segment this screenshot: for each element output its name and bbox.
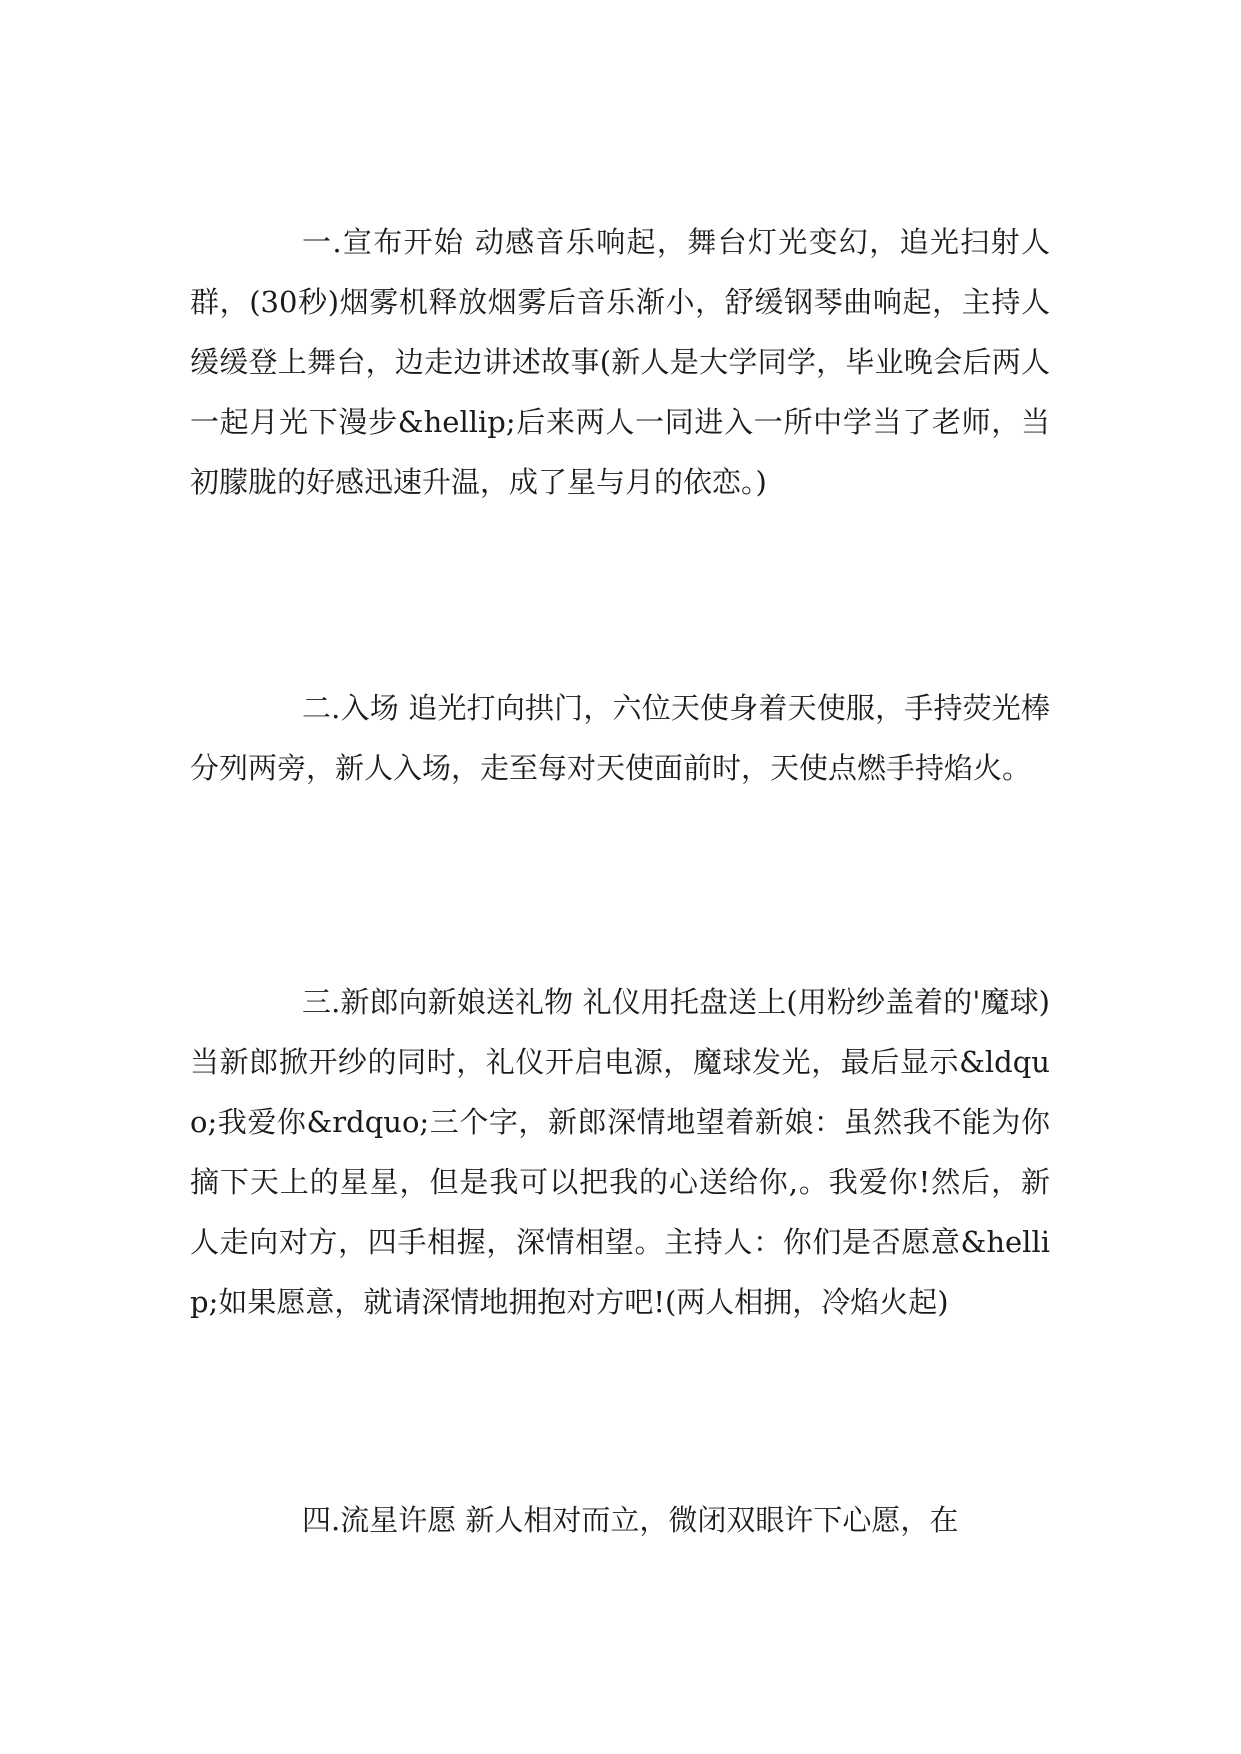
paragraph-meteor-wish: 四.流星许愿 新人相对而立，微闭双眼许下心愿，在 — [302, 1503, 959, 1537]
paragraph-entrance: 二.入场 追光打向拱门，六位天使身着天使服，手持荧光棒分列两旁，新人入场，走至每对天使面前时，天使点燃手持焰火。 — [190, 691, 1050, 785]
paragraph-announce-start: 一.宣布开始 动感音乐响起，舞台灯光变幻，追光扫射人群，(30秒)烟雾机释放烟雾后音乐渐小，舒缓钢琴曲响起，主持人缓缓登上舞台，边走边讲述故事(新人是大学同学，毕业晚会后两人一起月光下漫步&hellip;后来两人一同进入一所中学当了老师，当初朦胧的好感迅速升温，成了星与月的依恋。) — [190, 225, 1050, 499]
paragraph-gift: 三.新郎向新娘送礼物 礼仪用托盘送上(用粉纱盖着的'魔球)当新郎掀开纱的同时，礼仪开启电源，魔球发光，最后显示&ldquo;我爱你&rdquo;三个字，新郎深情地望着新娘：虽然我不能为你摘下天上的星星，但是我可以把我的心送给你,。我爱你!然后，新人走向对方，四手相握，深情相望。主持人：你们是否愿意&hellip;如果愿意，就请深情地拥抱对方吧!(两人相拥，冷焰火起) — [190, 985, 1050, 1319]
